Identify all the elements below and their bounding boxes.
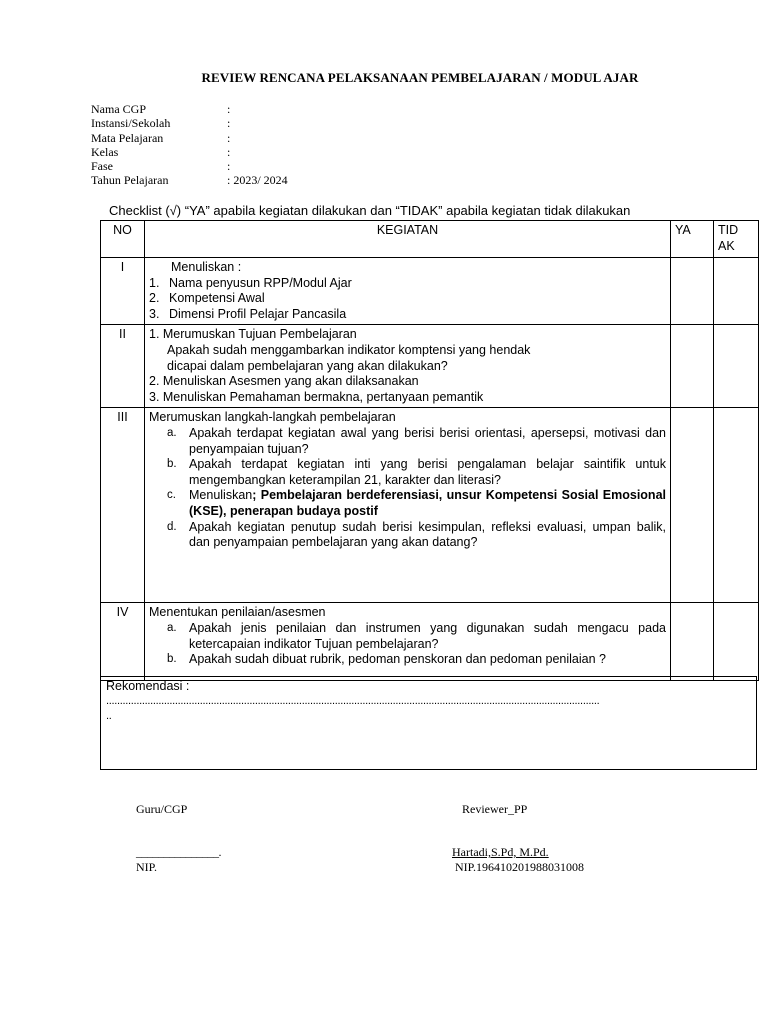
item-text: Nama penyusun RPP/Modul Ajar xyxy=(169,275,352,290)
signature-left-nip: NIP. xyxy=(136,860,158,874)
field-value: : xyxy=(227,116,231,131)
signature-right-name: Hartadi,S.Pd, M.Pd. xyxy=(452,845,549,859)
item-text: Apakah terdapat kegiatan awal yang berisi berisi orientasi, apersepsi, motivasi dan penyampaian tujuan? xyxy=(189,425,666,456)
item-text: Apakah sudah dibuat rubrik, pedoman penskoran dan pedoman penilaian ? xyxy=(189,652,606,667)
list-item xyxy=(149,276,666,292)
list-item xyxy=(167,488,666,519)
checkbox-tidak-cell[interactable] xyxy=(714,325,759,408)
field-label: Tahun Pelajaran xyxy=(91,173,169,188)
field-mata-pelajaran xyxy=(91,131,288,145)
item-letter: d. xyxy=(167,520,177,533)
item-letter: c. xyxy=(167,489,176,502)
rekomendasi-dotted-line: .. xyxy=(106,710,112,722)
field-value: : xyxy=(227,159,231,174)
list-item xyxy=(149,291,666,307)
checkbox-tidak-cell[interactable] xyxy=(714,603,759,681)
item-letter: b. xyxy=(167,653,177,666)
item-text: Dimensi Profil Pelajar Pancasila xyxy=(169,306,347,321)
checkbox-ya-cell[interactable] xyxy=(671,408,714,603)
item-letter: a. xyxy=(167,621,177,634)
table-row xyxy=(101,408,759,603)
field-value: : 2023/ 2024 xyxy=(227,173,288,188)
row-lead: Menentukan penilaian/asesmen xyxy=(149,605,326,620)
item-text: Apakah jenis penilaian dan instrumen yang digunakan sudah mengacu pada ketercapaian indikator Tujuan pembelajaran? xyxy=(189,620,666,651)
checkbox-ya-cell[interactable] xyxy=(671,258,714,325)
field-nama-cgp xyxy=(91,102,288,116)
item-letter: b. xyxy=(167,458,177,471)
header-ya: YA xyxy=(671,221,714,258)
item-number: 2. xyxy=(149,291,160,306)
field-label: Fase xyxy=(91,159,113,174)
rekomendasi-label: Rekomendasi : xyxy=(106,679,190,693)
item-text: Kompetensi Awal xyxy=(169,291,265,306)
row-number: I xyxy=(101,258,145,325)
row-kegiatan xyxy=(145,408,671,603)
field-tahun-pelajaran xyxy=(91,173,288,187)
header-tidak-line2: AK xyxy=(718,238,735,253)
row-number: II xyxy=(101,325,145,408)
row-line: 2. Menuliskan Asesmen yang akan dilaksanakan xyxy=(149,374,419,389)
row-line: 3. Menuliskan Pemahaman bermakna, pertanyaan pemantik xyxy=(149,389,484,404)
signature-right-title: Reviewer_PP xyxy=(462,802,528,816)
row-kegiatan xyxy=(145,325,671,408)
list-item xyxy=(167,426,666,457)
review-table xyxy=(100,220,759,681)
identity-fields xyxy=(91,102,288,188)
row-lead: Merumuskan langkah-langkah pembelajaran xyxy=(149,410,396,425)
list-item xyxy=(167,652,666,668)
item-number: 1. xyxy=(149,275,160,290)
item-text xyxy=(189,488,666,519)
field-fase xyxy=(91,159,288,173)
item-list xyxy=(149,276,666,323)
item-text-regular: Menuliskan xyxy=(189,488,253,503)
item-text-bold: ; Pembelajaran berdeferensiasi, unsur Kompetensi Sosial Emosional (KSE), penerapan budaya postif xyxy=(189,488,666,518)
table-row xyxy=(101,325,759,408)
row-line: 1. Merumuskan Tujuan Pembelajaran xyxy=(149,327,357,342)
field-label: Mata Pelajaran xyxy=(91,130,164,145)
row-number: III xyxy=(101,408,145,603)
row-number: IV xyxy=(101,603,145,681)
list-item xyxy=(149,307,666,323)
table-row xyxy=(101,258,759,325)
field-instansi xyxy=(91,116,288,130)
field-label: Instansi/Sekolah xyxy=(91,116,171,131)
checkbox-tidak-cell[interactable] xyxy=(714,408,759,603)
checklist-instruction: Checklist (√) “YA” apabila kegiatan dilakukan dan “TIDAK” apabila kegiatan tidak dilakukan xyxy=(109,203,631,218)
item-number: 3. xyxy=(149,306,160,321)
checkbox-ya-cell[interactable] xyxy=(671,325,714,408)
signature-left-line: _______________. xyxy=(136,845,221,859)
list-item xyxy=(167,621,666,652)
rekomendasi-box[interactable] xyxy=(100,676,757,770)
table-row xyxy=(101,603,759,681)
item-letter: a. xyxy=(167,426,177,439)
row-lead: Menuliskan : xyxy=(171,260,242,274)
row-kegiatan xyxy=(145,258,671,325)
field-value: : xyxy=(227,144,231,159)
checkbox-ya-cell[interactable] xyxy=(671,603,714,681)
header-no: NO xyxy=(101,221,145,258)
item-list xyxy=(149,426,666,551)
field-value: : xyxy=(227,130,231,145)
field-kelas xyxy=(91,145,288,159)
checkbox-tidak-cell[interactable] xyxy=(714,258,759,325)
header-tidak xyxy=(714,221,759,258)
header-kegiatan: KEGIATAN xyxy=(145,221,671,258)
header-tidak-line1: TID xyxy=(718,223,739,237)
item-text: Apakah terdapat kegiatan inti yang berisi pengalaman belajar saintifik untuk mengembangkan keterampilan 21, karakter dan literasi? xyxy=(189,457,666,487)
table-header-row xyxy=(101,221,759,258)
signature-left-title: Guru/CGP xyxy=(136,802,188,816)
field-label: Kelas xyxy=(91,144,119,159)
signature-right-nip: NIP.196410201988031008 xyxy=(455,860,585,874)
row-line: dicapai dalam pembelajaran yang akan dilakukan? xyxy=(167,358,448,373)
rekomendasi-dotted-line: ................................................................................................................................................................................... xyxy=(106,695,600,707)
field-label: Nama CGP xyxy=(91,102,146,116)
field-value: : xyxy=(227,102,231,116)
row-kegiatan xyxy=(145,603,671,681)
item-text: Apakah kegiatan penutup sudah berisi kesimpulan, refleksi evaluasi, umpan balik, dan penyampaian pembelajaran yang akan datang? xyxy=(189,519,666,550)
row-line: Apakah sudah menggambarkan indikator komptensi yang hendak xyxy=(167,342,531,357)
list-item xyxy=(167,457,666,488)
item-list xyxy=(149,621,666,668)
document-title: REVIEW RENCANA PELAKSANAAN PEMBELAJARAN / MODUL AJAR xyxy=(201,70,639,85)
list-item xyxy=(167,520,666,551)
